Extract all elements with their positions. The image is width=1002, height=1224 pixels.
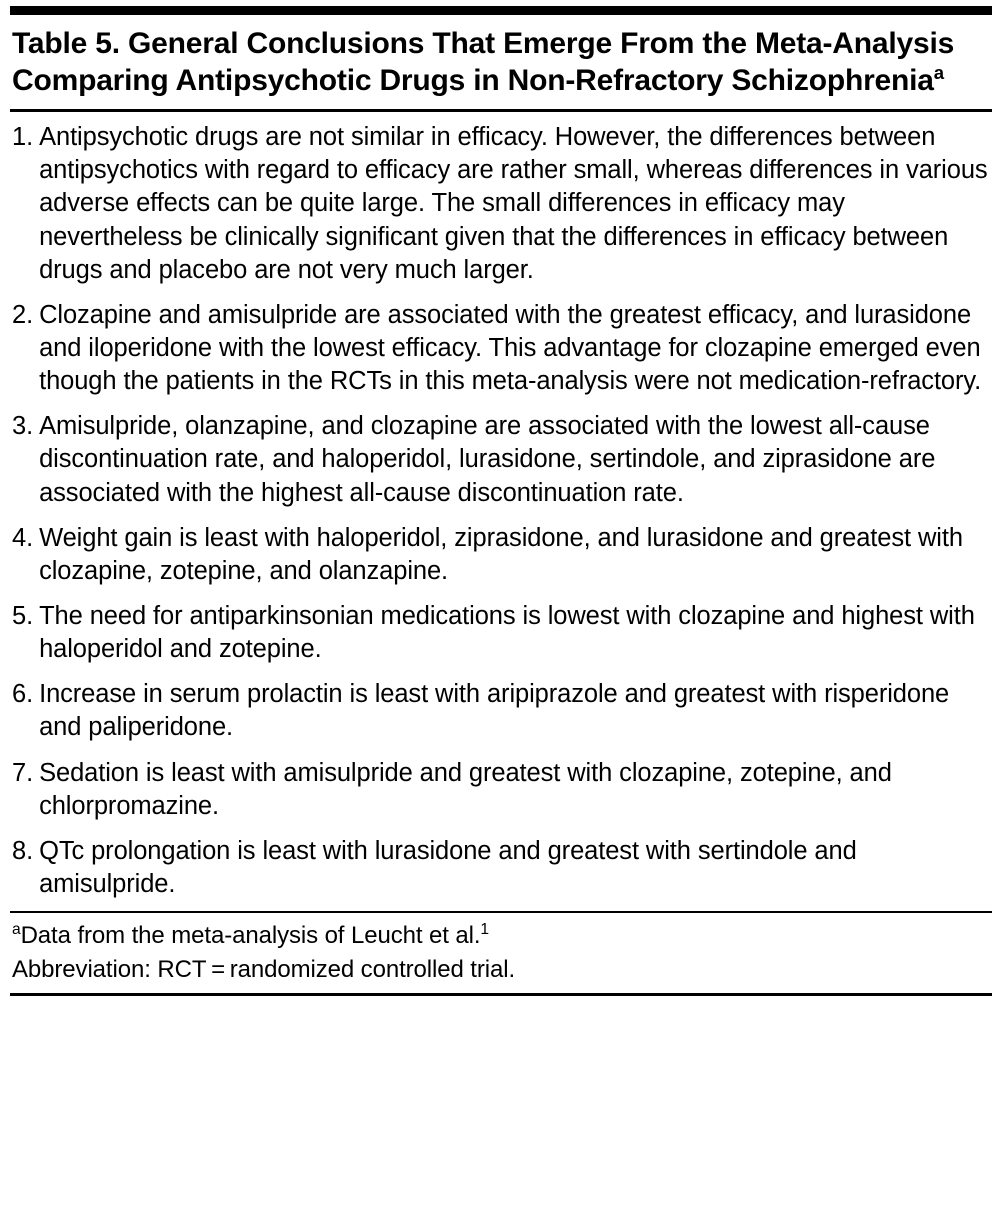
- list-item-number: 7.: [12, 758, 34, 787]
- list-item-text: Increase in serum prolactin is least with aripiprazole and greatest with risperidone and paliperidone.: [39, 680, 950, 742]
- list-item-text: Amisulpride, olanzapine, and clozapine are associated with the lowest all-cause discontinuation rate, and haloperidol, lurasidone, sertindole, and ziprasidone are associated with the highest all-cause discontinuation rate.: [39, 412, 936, 507]
- table-container: [0, 6, 1002, 996]
- list-item: [12, 835, 990, 901]
- table-title-footnote-marker: a: [933, 61, 944, 83]
- list-item: [12, 678, 990, 744]
- list-item: [12, 600, 990, 666]
- footnote-marker: a: [12, 921, 21, 939]
- footnote-source: [12, 920, 990, 952]
- list-item-text: Sedation is least with amisulpride and greatest with clozapine, zotepine, and chlorpromazine.: [39, 758, 892, 820]
- list-item: [12, 299, 990, 398]
- conclusions-list: [10, 112, 992, 911]
- list-item-text: The need for antiparkinsonian medications is lowest with clozapine and highest with haloperidol and zotepine.: [39, 602, 975, 664]
- list-item-text: QTc prolongation is least with lurasidone and greatest with sertindole and amisulpride.: [39, 836, 857, 898]
- table-top-rule: [10, 6, 992, 15]
- list-item: [12, 410, 990, 509]
- footnote-abbreviation: Abbreviation: RCT = randomized controlled trial.: [12, 955, 516, 983]
- list-item: [12, 757, 990, 823]
- table-title: [10, 15, 992, 109]
- footnote-source-text: Data from the meta-analysis of Leucht et al.: [20, 922, 481, 950]
- list-item-number: 5.: [12, 602, 34, 631]
- list-item-number: 3.: [12, 412, 34, 441]
- list-item-text: Weight gain is least with haloperidol, ziprasidone, and lurasidone and greatest with clozapine, zotepine, and olanzapine.: [39, 523, 963, 585]
- footnote-reference-marker: 1: [480, 921, 489, 939]
- table-title-text: Table 5. General Conclusions That Emerge From the Meta-Analysis Comparing Antipsychotic Drugs in Non-Refractory Schizophrenia: [12, 27, 955, 97]
- list-item-number: 6.: [12, 680, 34, 709]
- list-item-text: Clozapine and amisulpride are associated with the greatest efficacy, and lurasidone and iloperidone with the lowest efficacy. This advantage for clozapine emerged even though the patients in the RCTs in this meta-analysis were not medication-refractory.: [39, 300, 982, 396]
- table-bottom-rule: [10, 993, 992, 996]
- list-item-number: 4.: [12, 523, 34, 552]
- list-item: [12, 121, 990, 287]
- list-item-number: 8.: [12, 836, 34, 865]
- table-footnotes: [10, 913, 992, 993]
- list-item-text: Antipsychotic drugs are not similar in efficacy. However, the differences between antipsychotics with regard to efficacy are rather small, whereas differences in various adverse effects can be quite large. The small differences in efficacy may nevertheless be clinically significant given that the differences in efficacy between drugs and placebo are not very much larger.: [39, 123, 988, 284]
- list-item-number: 2.: [12, 300, 34, 329]
- list-item: [12, 522, 990, 588]
- list-item-number: 1.: [12, 123, 34, 152]
